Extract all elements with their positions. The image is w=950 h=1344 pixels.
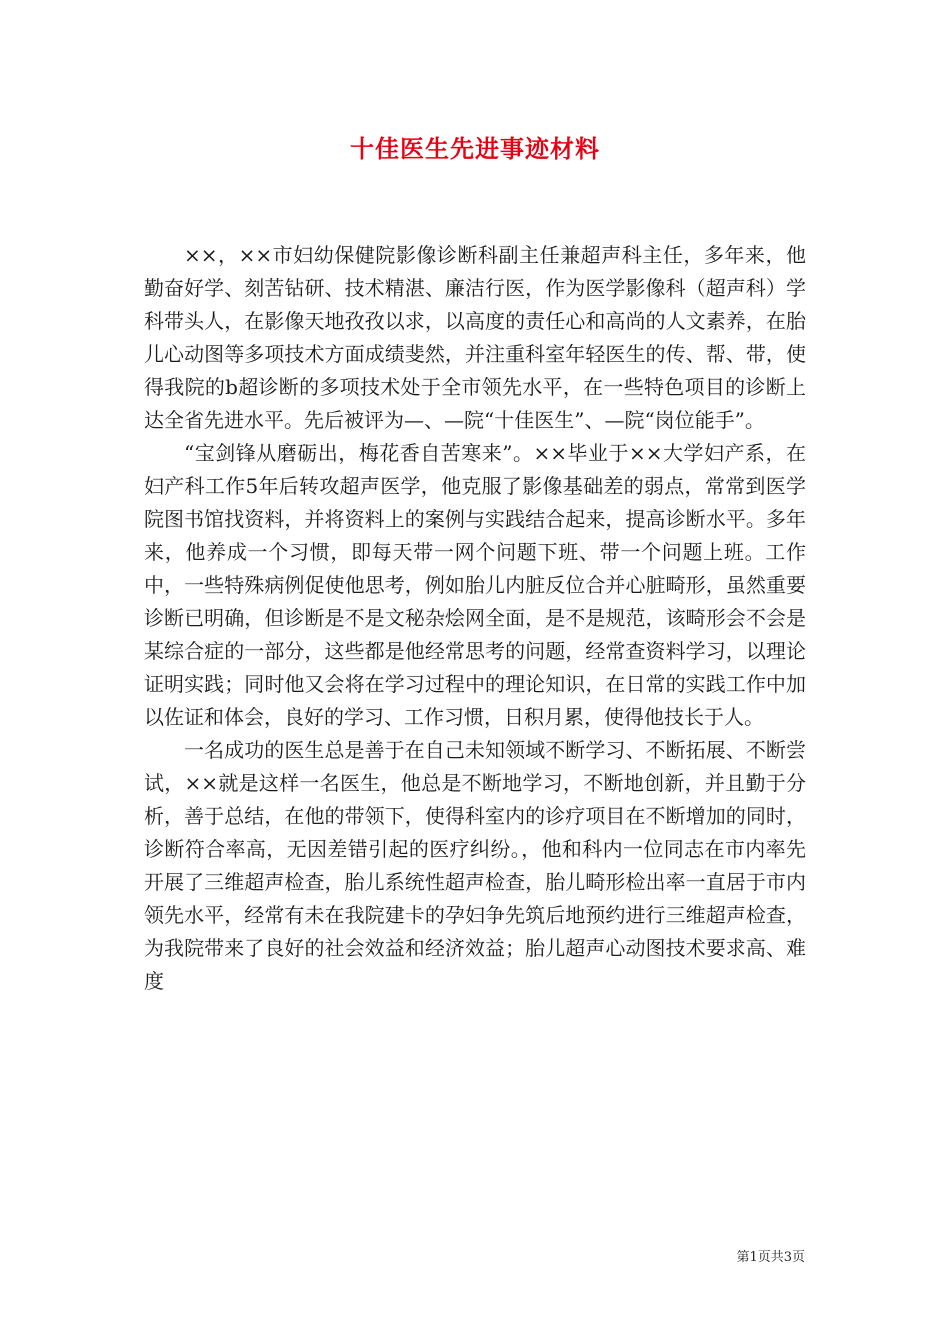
page-number-footer: 第1页共3页 <box>736 1250 805 1265</box>
paragraph-1: ××，××市妇幼保健院影像诊断科副主任兼超声科主任，多年来，他勤奋好学、刻苦钻研、技术精湛、廉洁行医，作为医学影像科（超声科）学科带头人，在影像天地孜孜以求，以高度的责任心和高尚的人文素养，在胎儿心动图等多项技术方面成绩斐然，并注重科室年轻医生的传、帮、带，使得我院的b超诊断的多项技术处于全市领先水平，在一些特色项目的诊断上达全省先进水平。先后被评为—、—院“十佳医生”、—院“岗位能手”。 <box>144 243 806 432</box>
paragraph-2: “宝剑锋从磨砺出，梅花香自苦寒来”。××毕业于××大学妇产系，在妇产科工作5年后转攻超声医学，他克服了影像基础差的弱点，常常到医学院图书馆找资料，并将资料上的案例与实践结合起来，提高诊断水平。多年来，他养成一个习惯，即每天带一网个问题下班、带一个问题上班。工作中，一些特殊病例促使他思考，例如胎儿内脏反位合并心脏畸形，虽然重要诊断已明确，但诊断是不是文秘杂烩网全面，是不是规范，该畸形会不会是某综合症的一部分，这些都是他经常思考的问题，经常查资料学习，以理论证明实践；同时他又会将在学习过程中的理论知识，在日常的实践工作中加以佐证和体会，良好的学习、工作习惯，日积月累，使得他技长于人。 <box>144 441 806 729</box>
document-body <box>144 239 806 998</box>
paragraph-3: 一名成功的医生总是善于在自己未知领域不断学习、不断拓展、不断尝试，××就是这样一名医生，他总是不断地学习，不断地创新，并且勤于分析，善于总结，在他的带领下，使得科室内的诊疗项目在不断增加的同时，诊断符合率高，无因差错引起的医疗纠纷。，他和科内一位同志在市内率先开展了三维超声检查，胎儿系统性超声检查，胎儿畸形检出率一直居于市内领先水平，经常有未在我院建卡的孕妇争先筑后地预约进行三维超声检查，为我院带来了良好的社会效益和经济效益；胎儿超声心动图技术要求高、难度 <box>144 738 806 993</box>
document-title: 十佳医生先进事迹材料 <box>350 134 600 163</box>
